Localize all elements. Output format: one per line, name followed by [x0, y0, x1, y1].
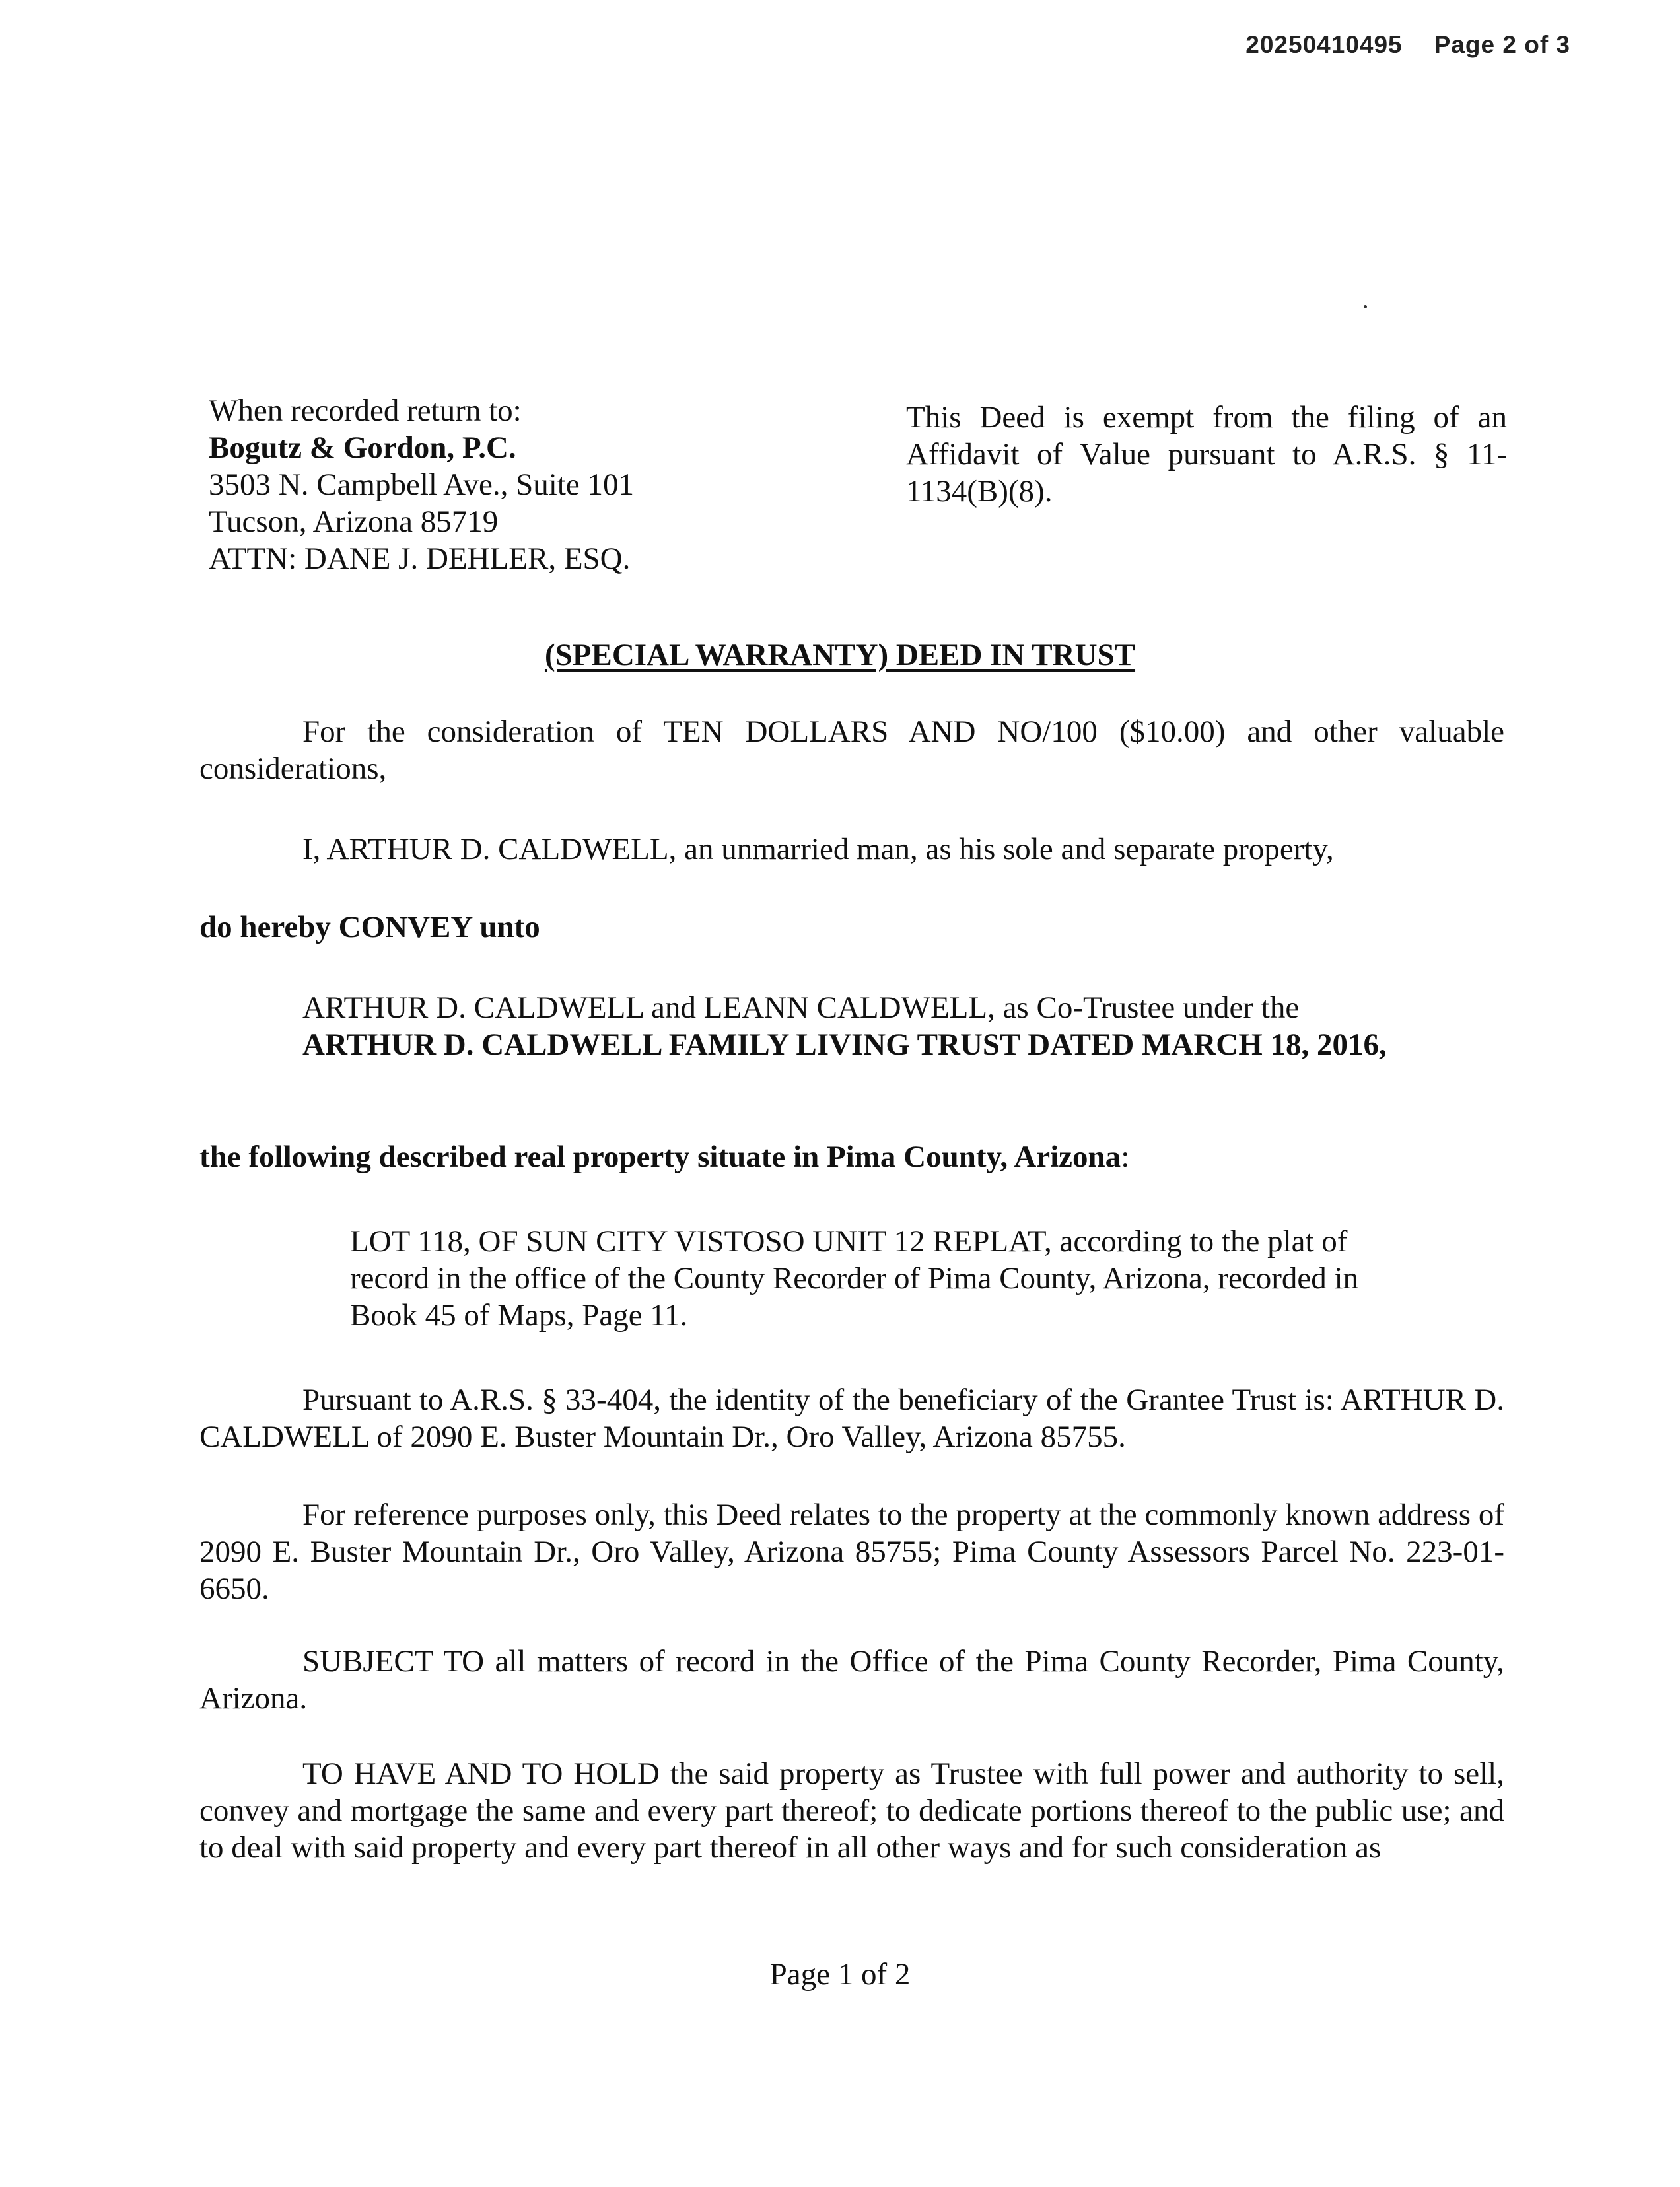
beneficiary-paragraph: Pursuant to A.R.S. § 33-404, the identity of the beneficiary of the Grantee Trust is: ARTHUR D. CALDWELL of 2090 E. Buster Mountain Dr., Oro Valley, Arizona 85755. [199, 1383, 1504, 1454]
reference-paragraph: For reference purposes only, this Deed relates to the property at the commonly known address of 2090 E. Buster Mountain Dr., Oro Valley, Arizona 85755; Pima County Assessors Parcel No. 223-01-6650. [199, 1498, 1504, 1606]
exemption-statement: This Deed is exempt from the filing of an Affidavit of Value pursuant to A.R.S. § 11-1134(B)(8). [906, 400, 1507, 508]
subject-to-paragraph: SUBJECT TO all matters of record in the Office of the Pima County Recorder, Pima County, Arizona. [199, 1644, 1504, 1716]
page-footer: Page 1 of 2 [769, 1957, 911, 1992]
property-intro-colon: : [1121, 1140, 1130, 1174]
property-intro-text: the following described real property situate in Pima County, Arizona [199, 1140, 1121, 1174]
return-city: Tucson, Arizona 85719 [209, 504, 499, 539]
page-indicator: Page 2 of 3 [1434, 31, 1570, 58]
return-label: When recorded return to: [209, 394, 522, 428]
law-firm-name: Bogutz & Gordon, P.C. [209, 431, 516, 465]
scan-speck [1364, 305, 1367, 308]
grantor-paragraph: I, ARTHUR D. CALDWELL, an unmarried man, as his sole and separate property, [302, 832, 1334, 866]
recording-number: 20250410495 [1245, 31, 1403, 58]
return-street: 3503 N. Campbell Ave., Suite 101 [209, 468, 635, 502]
legal-description: LOT 118, OF SUN CITY VISTOSO UNIT 12 REPLAT, according to the plat of record in the office of the County Recorder of Pima County, Arizona, recorded in Book 45 of Maps, Page 11. [350, 1224, 1359, 1333]
recording-stamp [1245, 30, 1570, 59]
grantee-block [302, 989, 1412, 1063]
convey-clause: do hereby CONVEY unto [199, 910, 540, 944]
grantee-names: ARTHUR D. CALDWELL and LEANN CALDWELL, as Co-Trustee under the [302, 990, 1300, 1025]
document-title: (SPECIAL WARRANTY) DEED IN TRUST [544, 638, 1136, 672]
return-address-block [209, 392, 750, 577]
trust-name: ARTHUR D. CALDWELL FAMILY LIVING TRUST DATED MARCH 18, 2016, [302, 1027, 1387, 1062]
habendum-paragraph: TO HAVE AND TO HOLD the said property as Trustee with full power and authority to sell, convey and mortgage the same and every part thereof; to dedicate portions thereof to the public use; and to deal with said property and every part thereof in all other ways and for such consideration as [199, 1756, 1504, 1865]
property-intro [199, 1138, 1504, 1175]
return-attention: ATTN: DANE J. DEHLER, ESQ. [209, 541, 631, 576]
consideration-paragraph: For the consideration of TEN DOLLARS AND NO/100 ($10.00) and other valuable considerations, [199, 714, 1504, 786]
